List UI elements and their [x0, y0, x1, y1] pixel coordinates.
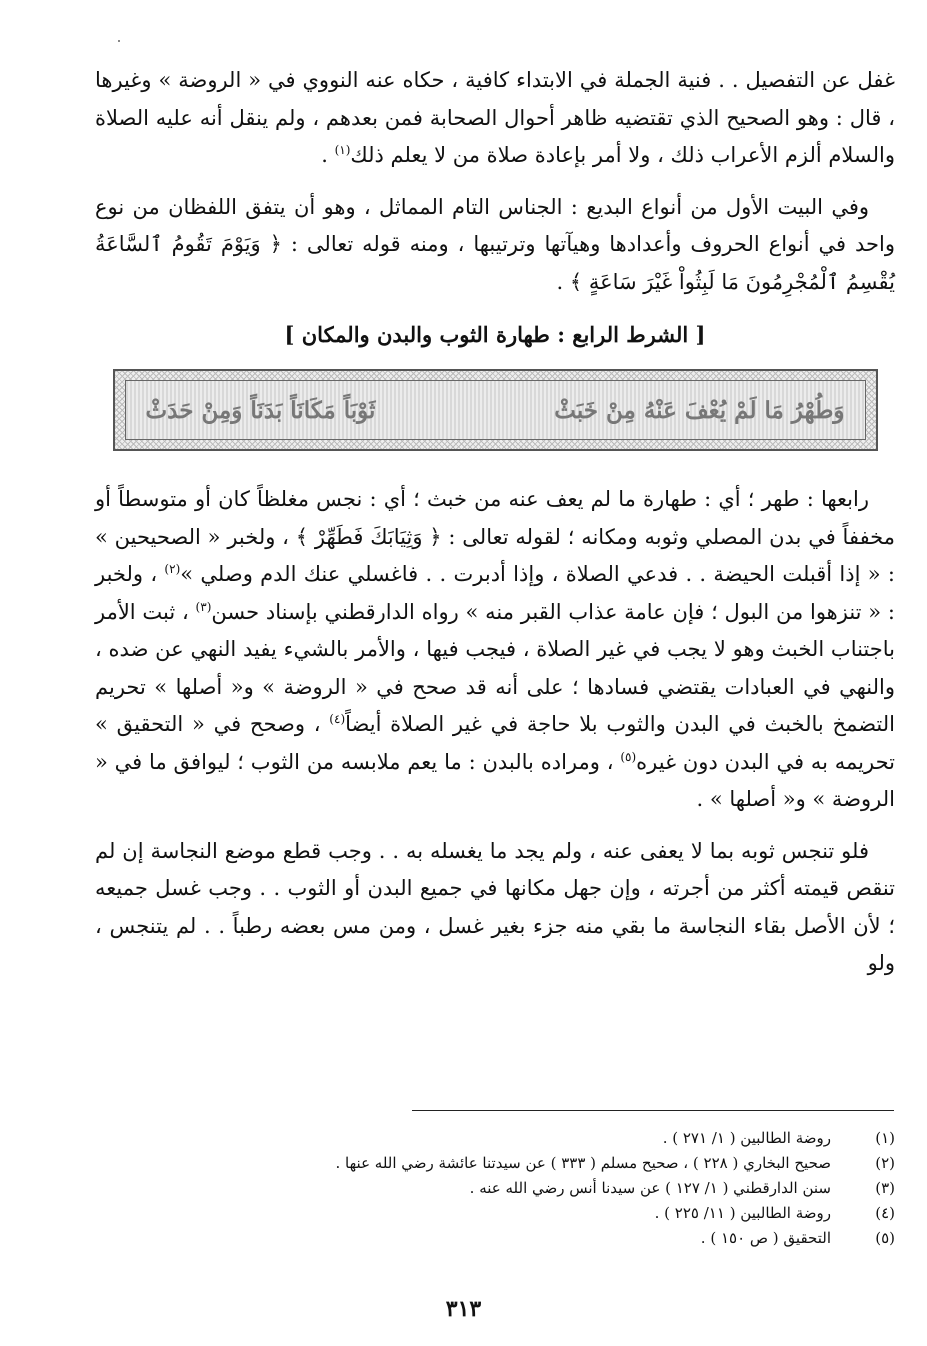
footnote-number: (١) — [875, 1129, 895, 1147]
paragraph-1 — [95, 62, 895, 175]
paragraph-1-text: غفل عن التفصيل . . فنية الجملة في الابتداء كافية ، حكاه عنه النووي في « الروضة » وغيرها ، قال : وهو الصحيح الذي تقتضيه ظاهر أحوال الصحابة فمن بعدهم ، ولم ينقل أنه عليه الصلاة والسلام ألزم الأعراب ذلك ، ولا أمر بإعادة صلاة من لا يعلم ذلك — [95, 68, 895, 167]
paragraph-1-end: . — [321, 143, 335, 167]
paragraph-3-part-4: ، وصحح في « التحقيق » تحريمه به في البدن دون غيره — [95, 712, 895, 774]
footnote-text: روضة الطالبين ( ١/ ٢٧١ ) . — [662, 1129, 831, 1147]
footnote-item — [95, 1226, 895, 1251]
verse-frame — [113, 369, 878, 451]
footnote-ref-2[interactable]: (٢) — [164, 562, 181, 576]
footnote-item — [95, 1176, 895, 1201]
footnote-ref-5[interactable]: (٥) — [620, 749, 637, 764]
page-body — [95, 62, 895, 997]
footnote-ref-1[interactable]: (١) — [334, 143, 351, 157]
verse-inner — [125, 380, 866, 440]
scan-speck — [118, 40, 120, 42]
footnote-ref-4[interactable]: (٤) — [329, 712, 346, 726]
verse-hemistich-2: ثَوْبَاً مَكَانَاً بَدَنَاً وَمِنْ حَدَثْ — [145, 396, 376, 424]
footnote-text: روضة الطالبين ( ١١/ ٢٢٥ ) . — [654, 1204, 831, 1222]
footnote-text: صحيح البخاري ( ٢٢٨ ) ، صحيح مسلم ( ٣٣٣ ) عن سيدتنا عائشة رضي الله عنها . — [335, 1154, 831, 1172]
footnote-item — [95, 1151, 895, 1176]
section-heading: [ الشرط الرابع : طهارة الثوب والبدن والمكان ] — [284, 322, 706, 347]
footnote-item — [95, 1201, 895, 1226]
footnotes — [95, 1126, 895, 1251]
footnote-number: (٣) — [875, 1179, 895, 1197]
verse-hemistich-1: وَطُهْرُ مَا لَمْ يُعْفَ عَنْهُ مِنْ خَبَثْ — [554, 396, 845, 424]
footnote-number: (٢) — [875, 1154, 895, 1172]
footnote-divider — [412, 1110, 894, 1111]
paragraph-4 — [95, 833, 895, 983]
footnote-ref-3[interactable]: (٣) — [195, 599, 212, 614]
paragraph-4-text: فلو تنجس ثوبه بما لا يعفى عنه ، ولم يجد ما يغسله به . . وجب قطع موضع النجاسة إن لم تنقص قيمته أكثر من أجرته ، وإن جهل مكانها في جميع البدن أو الثوب . . وجب غسل جميعه ؛ لأن الأصل بقاء النجاسة ما بقي منه جزء بغير غسل ، ومن مس بعضه رطباً . . لم يتنجس ، ولو — [95, 838, 895, 975]
paragraph-3 — [95, 481, 895, 819]
paragraph-3-part-2: ، ولخبر : « تنزهوا من البول ؛ فإن عامة عذاب القبر منه » رواه الدارقطني بإسناد حسن — [95, 562, 895, 624]
paragraph-3-part-1: رابعها : طهر ؛ أي : طهارة ما لم يعف عنه من خبث ؛ أي : نجس مغلظاً كان أو متوسطاً أو مخففاً في بدن المصلي وثوبه ومكانه ؛ لقوله تعالى : ﴿ وَثِيَابَكَ فَطَهِّرْ ﴾ ، ولخبر « الصحيحين » : « إذا أقبلت الحيضة . . فدعي الصلاة ، وإذا أدبرت . . فاغسلي عنك الدم وصلي » — [95, 487, 895, 586]
paragraph-2 — [95, 189, 895, 302]
paragraph-2-text: وفي البيت الأول من أنواع البديع : الجناس التام المماثل ، وهو أن يتفق اللفظان من نوع واحد في أنواع الحروف وأعدادها وهيآتها وترتيبها ، ومنه قوله تعالى : ﴿ وَيَوْمَ تَقُومُ ٱلسَّاعَةُ يُقْسِمُ ٱلْمُجْرِمُونَ مَا لَبِثُواْ غَيْرَ سَاعَةٍ ﴾ . — [95, 194, 895, 294]
paragraph-3-part-5: ، ومراده بالبدن : ما يعم ملابسه من الثوب ؛ ليوافق ما في « الروضة » و« أصلها » . — [95, 749, 895, 811]
paragraph-3-part-3: ، ثبت الأمر باجتناب الخبث وهو لا يجب في غير الصلاة ، فيجب فيها ، والأمر بالشيء يفيد النهي عن ضده ، والنهي في العبادات يقتضي فسادها ؛ على أنه قد صحح في « الروضة » و« أصلها » تحريم التضمخ بالخبث في البدن والثوب بلا حاجة في غير الصلاة أيضاً — [95, 599, 895, 736]
page-number: ٣١٣ — [445, 1296, 482, 1322]
footnote-item — [95, 1126, 895, 1151]
footnote-text: التحقيق ( ص ١٥٠ ) . — [700, 1229, 831, 1247]
footnote-number: (٥) — [875, 1229, 895, 1247]
footnote-text: سنن الدارقطني ( ١/ ١٢٧ ) عن سيدنا أنس رضي الله عنه . — [469, 1179, 831, 1197]
footnote-number: (٤) — [875, 1204, 895, 1222]
